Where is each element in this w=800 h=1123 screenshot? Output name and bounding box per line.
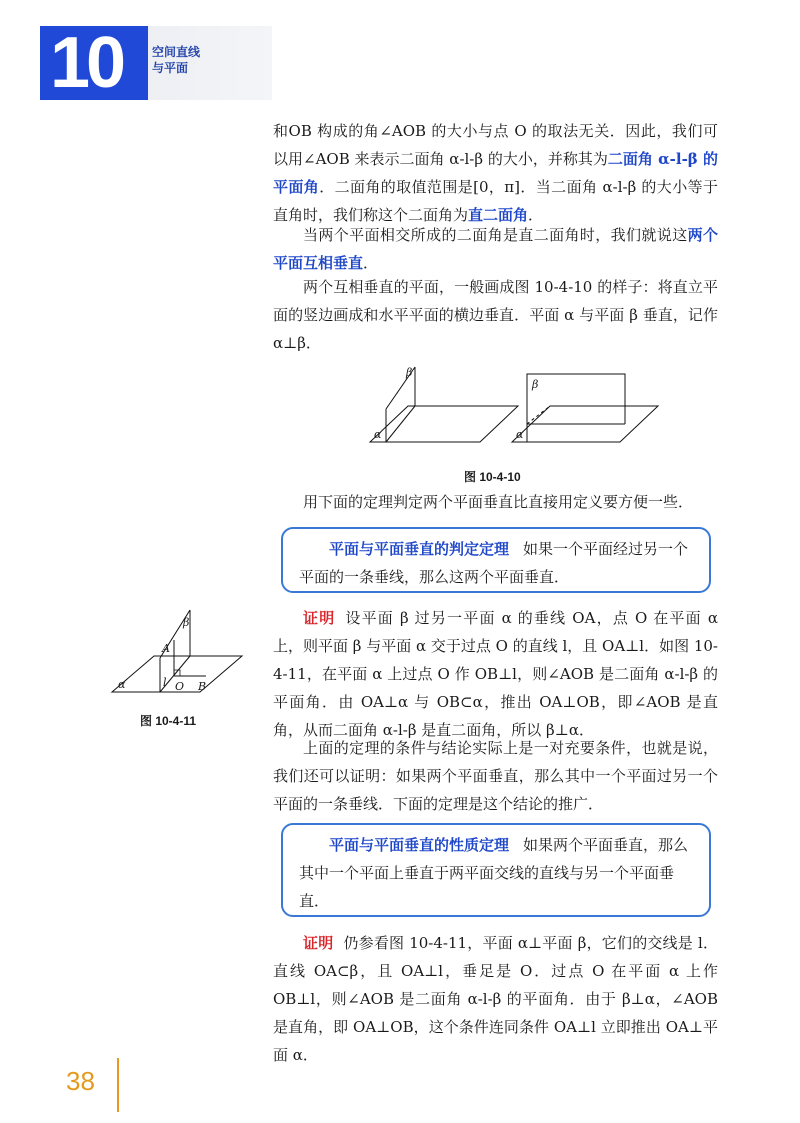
- theorem-1-text: 如果一个平面经过另一个平面的一条垂线，那么这两个平面垂直．: [299, 540, 689, 586]
- label-alpha-fig2: α: [118, 678, 126, 691]
- label-l: l: [163, 676, 167, 689]
- paragraph-2: 当两个平面相交所成的二面角是直二面角时，我们就说这两个平面互相垂直．: [273, 226, 718, 272]
- figure-10-4-10: [340, 362, 660, 452]
- label-alpha-2: α: [516, 428, 524, 441]
- term-perpendicular-planes: 两个平面互相垂直: [273, 226, 718, 272]
- theorem-box-property: [281, 823, 711, 917]
- label-beta-2: β: [532, 378, 539, 391]
- chapter-title: [152, 44, 262, 76]
- plane-beta-right: [527, 374, 625, 442]
- chapter-title-line2: 与平面: [152, 61, 189, 75]
- plane-alpha-left: [370, 406, 518, 442]
- paragraph-6: 上面的定理的条件与结论实际上是一对充要条件，也就是说，我们还可以证明：如果两个平面垂直，那么其中一个平面过另一个平面的一条垂线．下面的定理是这个结论的推广．: [273, 739, 718, 813]
- theorem-1-content: [299, 535, 695, 591]
- proof-1: 证明 设平面 β 过另一平面 α 的垂线 OA，点 O 在平面 α 上，则平面 β 与平面 α 交于过点 O 的直线 l，且 OA⊥l．如图 10-4-11，在平面 α 上过点 O 作 OB⊥l，则∠AOB 是二面角 α-l-β 的平面角．由 OA⊥α 与 OB⊂α，推出 OA⊥OB，即∠AOB 是直角，从而二面角 α-l-β 是直二面角，所以 β⊥α．: [273, 609, 718, 739]
- chapter-number: 10: [50, 23, 123, 103]
- label-B: B: [198, 680, 207, 693]
- page-number: 38: [66, 1066, 95, 1096]
- label-beta-fig2: β: [183, 616, 190, 629]
- theorem-1-title: 平面与平面垂直的判定定理: [329, 540, 510, 558]
- label-alpha: α: [374, 428, 382, 441]
- theorem-2-title: 平面与平面垂直的性质定理: [329, 836, 510, 854]
- theorem-2-text: 如果两个平面垂直，那么其中一个平面上垂直于两平面交线的直线与另一个平面垂直．: [299, 836, 689, 910]
- term-plane-angle: 二面角 α-l-β 的平面角: [273, 150, 718, 196]
- proof-2: 证明 仍参看图 10-4-11，平面 α⊥平面 β，它们的交线是 l．直线 OA⊂β，且 OA⊥l，垂足是 O．过点 O 在平面 α 上作 OB⊥l，则∠AOB 是二面角 α-l-β 的平面角．由于 β⊥α，∠AOB 是直角，即 OA⊥OB，这个条件连同条件 OA⊥l 立即推出 OA⊥平面 α．: [273, 934, 718, 1064]
- paragraph-4: 用下面的定理判定两个平面垂直比直接用定义要方便一些．: [303, 493, 694, 511]
- paragraph-3: 两个互相垂直的平面，一般画成图 10-4-10 的样子：将直立平面的竖边画成和水平平面的横边垂直．平面 α 与平面 β 垂直，记作 α⊥β．: [273, 278, 718, 352]
- figure-10-4-11: [108, 606, 246, 702]
- label-A: A: [162, 642, 170, 655]
- proof-label-2: 证明: [303, 934, 334, 952]
- page-number-divider: [117, 1058, 119, 1112]
- label-beta: β: [406, 366, 413, 379]
- label-O: O: [175, 680, 185, 693]
- theorem-box-decision: [281, 527, 711, 593]
- theorem-2-content: [299, 831, 695, 915]
- figure-caption-10-4-11: 图 10-4-11: [140, 714, 197, 728]
- proof-label-1: 证明: [303, 609, 336, 627]
- chapter-title-line1: 空间直线: [152, 45, 201, 59]
- figure-caption-10-4-10: 图 10-4-10: [464, 470, 521, 484]
- paragraph-1: 和OB 构成的角∠AOB 的大小与点 O 的取法无关．因此，我们可以用∠AOB 来表示二面角 α-l-β 的大小，并称其为二面角 α-l-β 的平面角．二面角的取值范围是[0，π]．当二面角 α-l-β 的大小等于直角时，我们称这个二面角为直二面角．: [273, 122, 718, 224]
- term-right-dihedral: 直二面角: [468, 206, 529, 224]
